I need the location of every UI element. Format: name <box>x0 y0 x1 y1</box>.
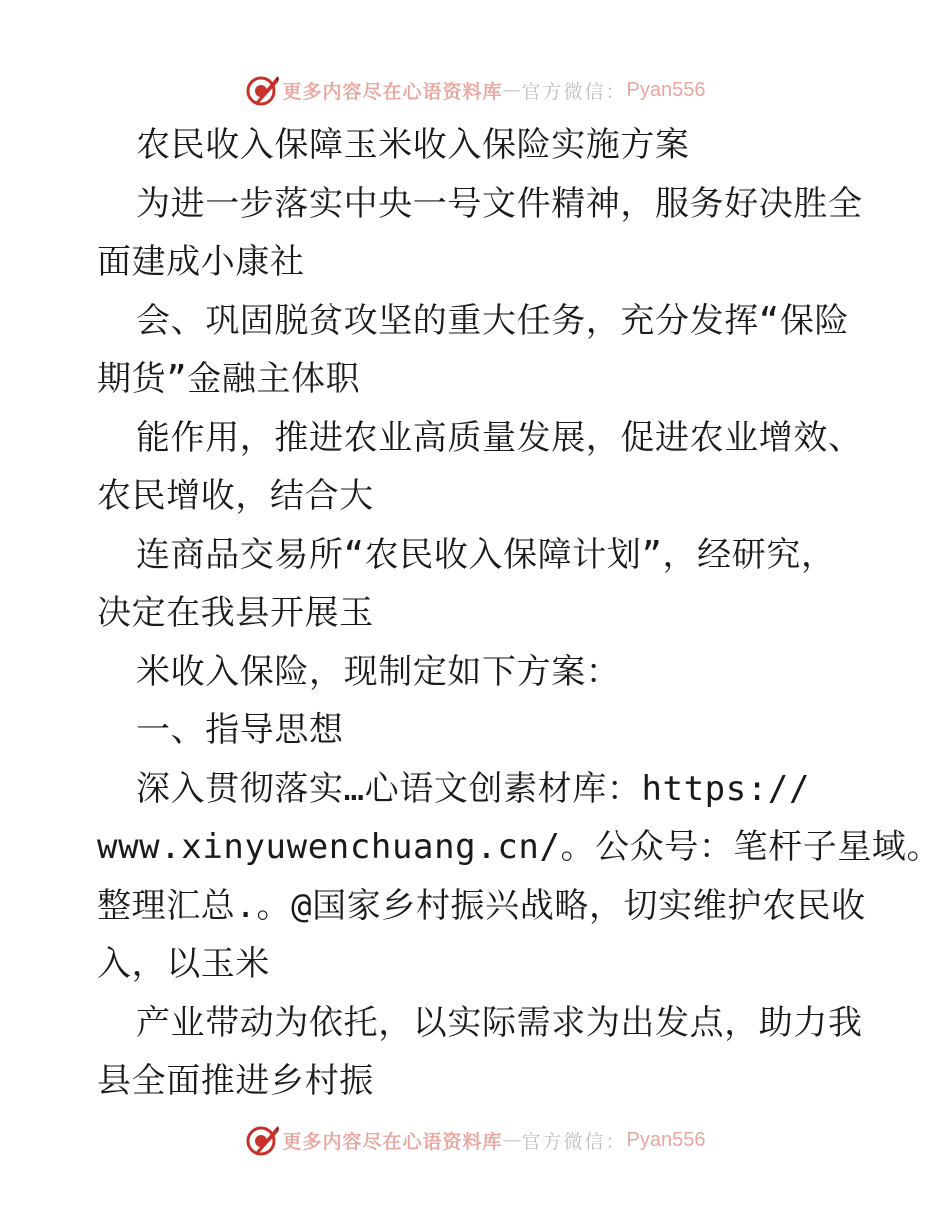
paragraph-line: 入，以玉米 <box>97 944 270 984</box>
pen-logo-icon <box>245 1123 279 1157</box>
paragraph-line: 面建成小康社 <box>97 242 305 282</box>
footer-watermark <box>0 1120 950 1160</box>
paragraph-line: 县全面推进乡村振 <box>97 1061 374 1101</box>
paragraph-line: 能作用，推进农业高质量发展，促进农业增效、 <box>136 417 863 458</box>
pen-logo-icon <box>245 73 279 107</box>
paragraph-line: 整理汇总.。@国家乡村振兴战略，切实维护农民收 <box>97 885 866 926</box>
document-body <box>97 116 942 1111</box>
watermark-text: 更多内容尽在心语资料库 <box>282 1130 503 1153</box>
watermark-separator: — <box>502 79 522 101</box>
paragraph-line: 深入贯彻落实…心语文创素材库：https:// <box>136 768 811 809</box>
paragraph-line: 期货”金融主体职 <box>97 359 361 399</box>
watermark-separator: — <box>502 1129 522 1151</box>
paragraph-line: 连商品交易所“农民收入保障计划”，经研究， <box>136 534 836 575</box>
watermark-wechat-label: 官方微信： <box>521 80 627 103</box>
paragraph-line: 为进一步落实中央一号文件精神，服务好决胜全 <box>136 183 863 224</box>
watermark-wechat-id: Pyan556 <box>626 1128 706 1151</box>
section-heading: 一、指导思想 <box>136 710 344 750</box>
paragraph-line: 米收入保险，现制定如下方案： <box>136 651 621 692</box>
watermark-text: 更多内容尽在心语资料库 <box>282 80 503 103</box>
watermark-wechat-id: Pyan556 <box>626 78 706 101</box>
paragraph-line: 决定在我县开展玉 <box>97 593 374 633</box>
paragraph-line: 产业带动为依托，以实际需求为出发点，助力我 <box>136 1002 863 1043</box>
document-title: 农民收入保障玉米收入保险实施方案 <box>136 125 690 165</box>
paragraph-line: 农民增收，结合大 <box>97 476 374 516</box>
paragraph-line: 会、巩固脱贫攻坚的重大任务，充分发挥“保险 <box>136 300 850 341</box>
header-watermark <box>0 70 950 110</box>
paragraph-line: www.xinyuwenchuang.cn/。公众号：笔杆子星域。 <box>97 827 942 867</box>
watermark-wechat-label: 官方微信： <box>521 1130 627 1153</box>
